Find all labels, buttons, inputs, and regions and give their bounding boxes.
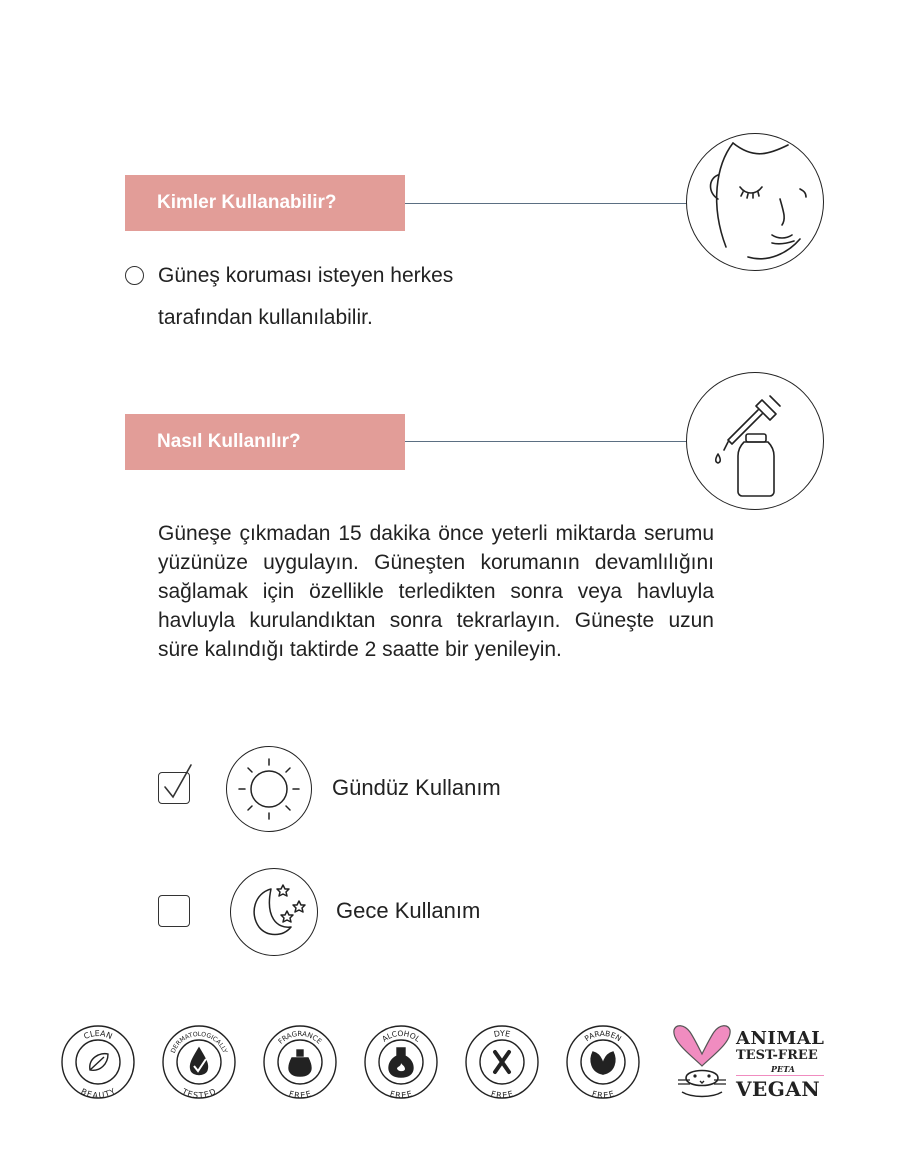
section-heading-who-text: Kimler Kullanabilir? [157,192,337,213]
section-heading-how-text: Nasıl Kullanılır? [157,431,301,452]
badge-top-text: ALCOHOL [380,1028,422,1044]
clean-beauty-badge [60,1024,136,1100]
animal-divider [736,1075,824,1076]
perfume-icon [289,1050,311,1076]
dye-free-badge [464,1024,540,1100]
badge-bottom-text: TESTED [180,1086,218,1100]
moon-stars-icon [230,868,318,956]
animal-line1: ANIMAL [736,1028,825,1049]
who-text-line1: Güneş koruması isteyen herkes [158,264,454,287]
section-heading-who [125,175,405,231]
animal-line3: VEGAN [736,1077,821,1101]
paraben-free-badge [565,1024,641,1100]
badge-top-text: CLEAN [82,1028,114,1042]
badge-top-text: DYE [493,1028,512,1039]
leaf-icon [90,1054,108,1071]
checkmark-icon [165,765,191,797]
face-icon [686,133,824,271]
who-text-line2: tarafından kullanılabilir. [158,306,373,329]
connector-line-2 [405,441,687,442]
x-drop-icon [495,1052,509,1072]
leaves-icon [591,1052,615,1074]
badge-bottom-text: FREE [388,1089,414,1100]
badge-top-text: DERMATOLOGICALLY [169,1030,229,1055]
dermatologically-tested-badge [161,1024,237,1100]
night-usage-label: Gece Kullanım [336,898,481,923]
how-to-use-paragraph: Güneşe çıkmadan 15 dakika önce yeterli miktarda serumu yüzünüze uygulayın. Güneşten korumanın devamlılığını sağlamak için özellikle terledikten sonra veya havluyla havluyla kurulandıktan sonra tekrarlayın. Güneşte uzun süre kalındığı taktirde 2 saatte bir yenileyin. [158,522,714,661]
alcohol-free-badge [363,1024,439,1100]
badge-top-text: PARABEN [582,1028,623,1044]
night-usage-checkbox[interactable] [158,895,190,927]
svg-text:ALCOHOL [380,1029,422,1044]
svg-text:FRAGRANCE [277,1030,323,1046]
svg-text:PARABEN [583,1029,623,1043]
day-usage-label: Gündüz Kullanım [332,775,501,800]
section-heading-how [125,414,405,470]
animal-test-free-vegan-logo [668,1022,828,1102]
flask-icon [389,1048,413,1077]
bullet-radio-icon [125,266,144,285]
animal-line2: TEST-FREE [736,1048,818,1063]
badge-bottom-text: BEAUTY [79,1086,117,1100]
connector-line-1 [405,203,687,204]
svg-text:DYE [493,1029,511,1039]
badge-bottom-text: FREE [489,1089,515,1100]
day-usage-checkbox[interactable] [158,772,190,804]
drop-check-icon [190,1048,207,1075]
svg-text:CLEAN [82,1029,113,1041]
animal-peta: PETA [771,1064,795,1074]
fragrance-free-badge [262,1024,338,1100]
dropper-bottle-icon [686,372,824,510]
sun-icon [226,746,312,832]
bunny-heart-icon [674,1026,730,1066]
badge-bottom-text: FREE [590,1089,616,1100]
badge-top-text: FRAGRANCE [276,1029,324,1046]
badge-bottom-text: FREE [287,1089,313,1100]
